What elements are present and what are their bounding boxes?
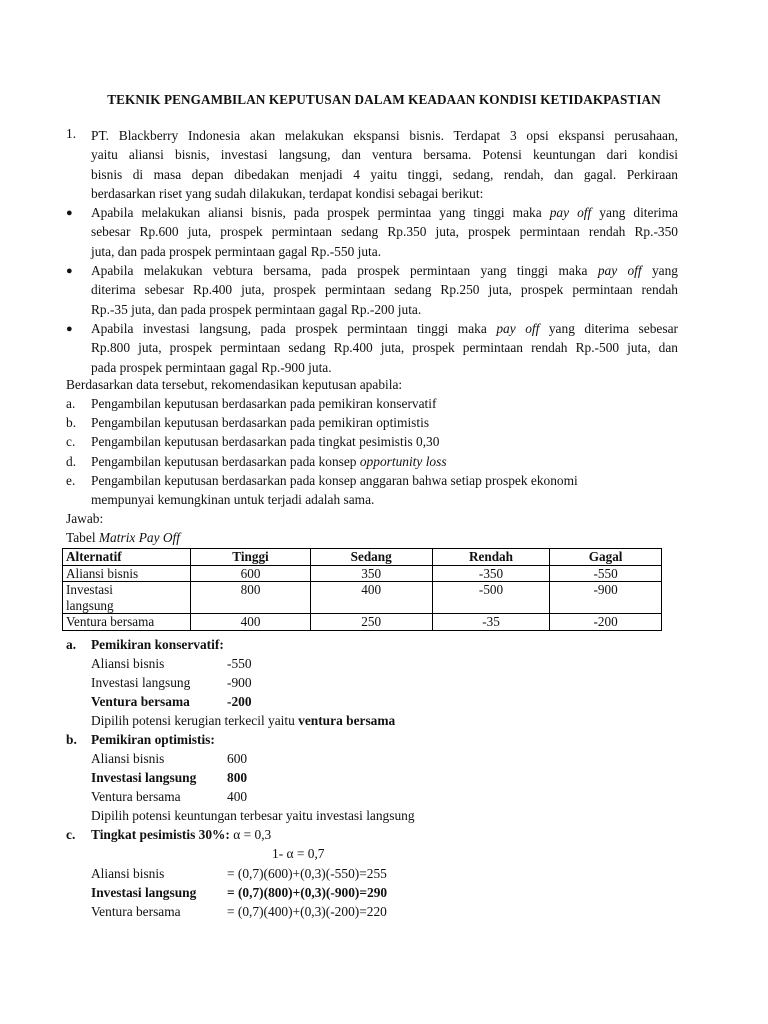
bullet-paragraph (91, 203, 678, 261)
table-header-cell: Alternatif (63, 549, 191, 566)
answer-conclusion (91, 713, 395, 729)
bullet-line: Rp.800 juta, prospek permintaan sedang Rp.400 juta, prospek permintaan rendah Rp.-500 juta, dan (91, 340, 678, 356)
question-number: 1. (66, 126, 77, 141)
answer-label: Jawab: (66, 511, 104, 526)
table-cell (63, 582, 191, 614)
option-text: Pengambilan keputusan berdasarkan pada pemikiran konservatif (91, 396, 437, 411)
answer-item-value: -900 (227, 675, 252, 690)
answer-item-label: Ventura bersama (91, 789, 181, 804)
alpha-value: α = 0,3 (229, 827, 272, 842)
answer-item-value: = (0,7)(600)+(0,3)(-550)=255 (227, 866, 387, 881)
bullet-icon: ● (66, 265, 73, 277)
answer-heading (91, 827, 271, 843)
question-line: yaitu aliansi bisnis, investasi langsung, dan ventura bersama. Potensi keuntungan dari kondisi (91, 147, 678, 163)
conclusion-emphasis: ventura bersama (298, 713, 396, 728)
option-letter: d. (66, 454, 77, 469)
table-cell: Ventura bersama (63, 614, 191, 631)
answer-item-value: -200 (227, 694, 252, 709)
table-caption (66, 530, 180, 546)
bullet-line: juta, dan pada prospek permintaan gagal Rp.-550 juta. (91, 243, 382, 259)
table-caption-text: Tabel (66, 530, 99, 545)
bullet-text: yang diterima sebesar (539, 321, 678, 336)
bullet-line (91, 203, 678, 222)
answer-heading: Pemikiran optimistis: (91, 732, 215, 747)
option-letter: b. (66, 415, 77, 430)
bullet-emphasis: pay off (597, 263, 642, 278)
answer-item-label: Ventura bersama (91, 694, 190, 709)
conclusion-text: Dipilih potensi kerugian terkecil yaitu (91, 713, 299, 728)
option-letter: e. (66, 473, 76, 488)
bullet-paragraph (91, 319, 678, 377)
bullet-line (91, 261, 678, 280)
option-text: Pengambilan keputusan berdasarkan pada pemikiran optimistis (91, 415, 430, 430)
question-line: berdasarkan riset yang sudah dilakukan, terdapat kondisi sebagai berikut: (91, 185, 484, 201)
table-cell: 350 (310, 565, 432, 582)
table-row (63, 565, 662, 582)
bullet-text: Apabila melakukan vebtura bersama, pada prospek permintaan yang tinggi maka (91, 263, 598, 278)
answer-item-label: Investasi langsung (91, 675, 191, 690)
answer-letter: a. (66, 637, 77, 652)
option-letter: a. (66, 396, 76, 411)
answer-item-label: Investasi langsung (91, 770, 197, 785)
bullet-text: yang (641, 263, 678, 278)
question-paragraph (91, 126, 678, 203)
question-line: bisnis di masa depan dibedakan menjadi 4 yaitu tinggi, sedang, rendah, dan gagal. Perkiraan (91, 166, 678, 182)
option-letter: c. (66, 434, 76, 449)
option-text-part: Pengambilan keputusan berdasarkan pada konsep (91, 454, 360, 469)
table-cell: 400 (191, 614, 310, 631)
answer-item-label: Aliansi bisnis (91, 656, 165, 671)
table-cell: 800 (191, 582, 310, 614)
bullet-emphasis: pay off (549, 205, 592, 220)
one-minus-alpha-value: 1- α = 0,7 (272, 846, 325, 861)
table-cell: Aliansi bisnis (63, 565, 191, 582)
table-cell-line: langsung (66, 597, 114, 613)
table-cell: -500 (432, 582, 549, 614)
payoff-table (62, 548, 662, 631)
table-row (63, 614, 662, 631)
table-cell-line: Investasi (66, 582, 113, 598)
answer-letter: b. (66, 732, 77, 747)
bullet-line: diterima sebesar Rp.400 juta, prospek permintaan sedang Rp.250 juta, prospek permintaan rendah (91, 282, 678, 298)
answer-item-value: = (0,7)(400)+(0,3)(-200)=220 (227, 904, 387, 919)
answer-item-label: Aliansi bisnis (91, 866, 165, 881)
answer-item-label: Aliansi bisnis (91, 751, 165, 766)
table-cell: 600 (191, 565, 310, 582)
table-header-cell: Gagal (550, 549, 662, 566)
table-cell: 400 (310, 582, 432, 614)
table-cell: -550 (550, 565, 662, 582)
bullet-line: pada prospek permintaan gagal Rp.-900 juta. (91, 359, 332, 375)
bullet-emphasis: pay off (496, 321, 540, 336)
option-emphasis: opportunity loss (359, 454, 447, 469)
bullet-icon: ● (66, 323, 73, 335)
bullet-text: yang diterima (591, 205, 679, 220)
bullet-icon: ● (66, 207, 73, 219)
answer-item-value: 600 (227, 751, 248, 766)
instruction-text: Berdasarkan data tersebut, rekomendasikan keputusan apabila: (66, 377, 403, 392)
table-row (63, 582, 662, 614)
question-line: PT. Blackberry Indonesia akan melakukan ekspansi bisnis. Terdapat 3 opsi ekspansi perusahaan, (91, 128, 678, 143)
table-header-cell: Rendah (432, 549, 549, 566)
answer-item-value: 800 (227, 770, 248, 785)
option-text: Pengambilan keputusan berdasarkan pada tingkat pesimistis 0,30 (91, 434, 440, 449)
bullet-line: Rp.-35 juta, dan pada prospek permintaan gagal Rp.-200 juta. (91, 301, 422, 317)
answer-letter: c. (66, 827, 76, 842)
answer-item-label: Investasi langsung (91, 885, 197, 900)
answer-item-value: 400 (227, 789, 248, 804)
table-cell: -35 (432, 614, 549, 631)
answer-item-value: -550 (227, 656, 252, 671)
answer-item-value: = (0,7)(800)+(0,3)(-900)=290 (227, 885, 388, 900)
bullet-line: sebesar Rp.600 juta, prospek permintaan sedang Rp.350 juta, prospek permintaan rendah Rp.-350 (91, 224, 678, 240)
bullet-text: Apabila investasi langsung, pada prospek permintaan tinggi maka (91, 321, 497, 336)
bullet-paragraph (91, 261, 678, 319)
option-text (91, 454, 447, 470)
document-title: TEKNIK PENGAMBILAN KEPUTUSAN DALAM KEADAAN KONDISI KETIDAKPASTIAN (107, 92, 661, 107)
table-cell: -200 (550, 614, 662, 631)
answer-item-label: Ventura bersama (91, 904, 181, 919)
table-cell: -900 (550, 582, 662, 614)
table-cell: -350 (432, 565, 549, 582)
table-caption-emphasis: Matrix Pay Off (98, 530, 180, 545)
option-text: Pengambilan keputusan berdasarkan pada konsep anggaran bahwa setiap prospek ekonomi (91, 473, 578, 488)
answer-heading-text: Tingkat pesimistis 30%: (91, 827, 230, 842)
bullet-line (91, 319, 678, 338)
answer-conclusion: Dipilih potensi keuntungan terbesar yaitu investasi langsung (91, 808, 415, 823)
answer-heading: Pemikiran konservatif: (91, 637, 224, 652)
table-header-cell: Sedang (310, 549, 432, 566)
table-cell: 250 (310, 614, 432, 631)
bullet-text: Apabila melakukan aliansi bisnis, pada prospek permintaa yang tinggi maka (91, 205, 550, 220)
table-header-cell: Tinggi (191, 549, 310, 566)
table-header-row (63, 549, 662, 566)
option-text-continued: mempunyai kemungkinan untuk terjadi adalah sama. (91, 492, 375, 507)
